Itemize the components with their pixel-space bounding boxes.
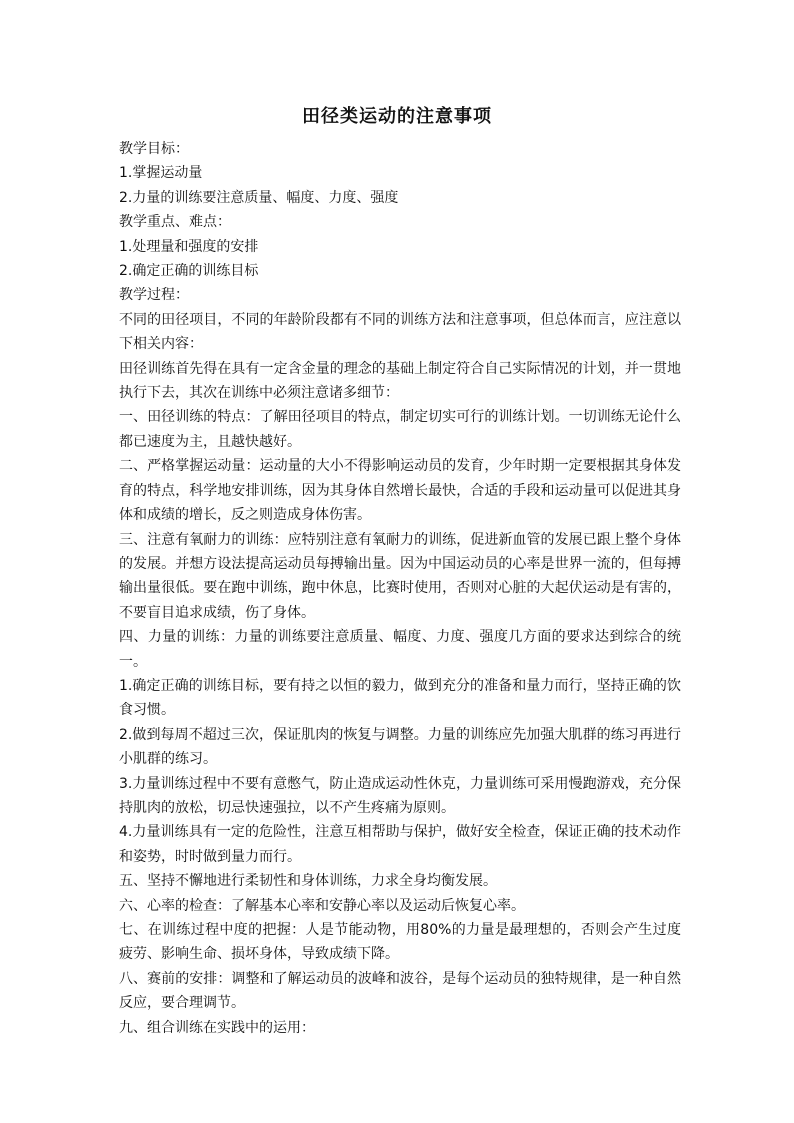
body-paragraph: 七、在训练过程中度的把握：人是节能动物，用80%的力量是最理想的，否则会产生过度疲劳、影响生命、损坏身体，导致成绩下降。	[119, 922, 681, 963]
key-point-item: 2.确定正确的训练目标	[119, 263, 259, 280]
body-paragraph: 六、心率的检查：了解基本心率和安静心率以及运动后恢复心率。	[119, 897, 525, 914]
body-paragraph: 九、组合训练在实践中的运用：	[119, 1019, 315, 1036]
section-heading-objectives: 教学目标：	[119, 141, 189, 157]
body-paragraph: 三、注意有氧耐力的训练：应特别注意有氧耐力的训练，促进新血管的发展已跟上整个身体的发展。并想方设法提高运动员每搏输出量。因为中国运动员的心率是世界一流的，但每搏输出量很低。要在跑中训练，跑中休息，比赛时使用，否则对心脏的大起伏运动是有害的，不要盲目追求成绩，伤了身体。	[119, 531, 681, 621]
body-paragraph: 五、坚持不懈地进行柔韧性和身体训练，力求全身均衡发展。	[119, 873, 497, 890]
strength-item: 1.确定正确的训练目标，要有持之以恒的毅力，做到充分的准备和量力而行，坚持正确的饮食习惯。	[119, 677, 681, 719]
strength-item: 3.力量训练过程中不要有意憋气，防止造成运动性休克，力量训练可采用慢跑游戏，充分保持肌肉的放松，切忌快速强拉，以不产生疼痛为原则。	[119, 775, 681, 816]
body-paragraph: 八、赛前的安排：调整和了解运动员的波峰和波谷，是每个运动员的独特规律，是一种自然反应，要合理调节。	[119, 970, 681, 1012]
body-paragraph: 一、田径训练的特点：了解田径项目的特点，制定切实可行的训练计划。一切训练无论什么都已速度为主，且越快越好。	[119, 409, 681, 450]
key-point-item: 1.处理量和强度的安排	[119, 238, 259, 255]
body-paragraph: 二、严格掌握运动量：运动量的大小不得影响运动员的发育，少年时期一定要根据其身体发育的特点，科学地安排训练，因为其身体自然增长最快，合适的手段和运动量可以促进其身体和成绩的增长，反之则造成身体伤害。	[119, 458, 681, 524]
body-paragraph: 田径训练首先得在具有一定含金量的理念的基础上制定符合自己实际情况的计划，并一贯地执行下去，其次在训练中必须注意诸多细节：	[119, 360, 681, 402]
objective-item: 2.力量的训练要注意质量、幅度、力度、强度	[119, 189, 399, 206]
section-heading-process: 教学过程：	[119, 287, 189, 304]
strength-item: 2.做到每周不超过三次，保证肌肉的恢复与调整。力量的训练应先加强大肌群的练习再进行小肌群的练习。	[119, 726, 681, 768]
document-body	[119, 137, 681, 1040]
objective-item: 1.掌握运动量	[119, 165, 203, 182]
strength-item: 4.力量训练具有一定的危险性，注意互相帮助与保护，做好安全检查，保证正确的技术动作和姿势，时时做到量力而行。	[119, 824, 681, 865]
section-heading-key-points: 教学重点、难点：	[119, 214, 231, 231]
body-paragraph: 四、力量的训练：力量的训练要注意质量、幅度、力度、强度几方面的要求达到综合的统一。	[119, 629, 681, 670]
document-title: 田径类运动的注意事项	[302, 106, 492, 127]
body-paragraph: 不同的田径项目，不同的年龄阶段都有不同的训练方法和注意事项，但总体而言，应注意以下相关内容：	[119, 311, 681, 353]
